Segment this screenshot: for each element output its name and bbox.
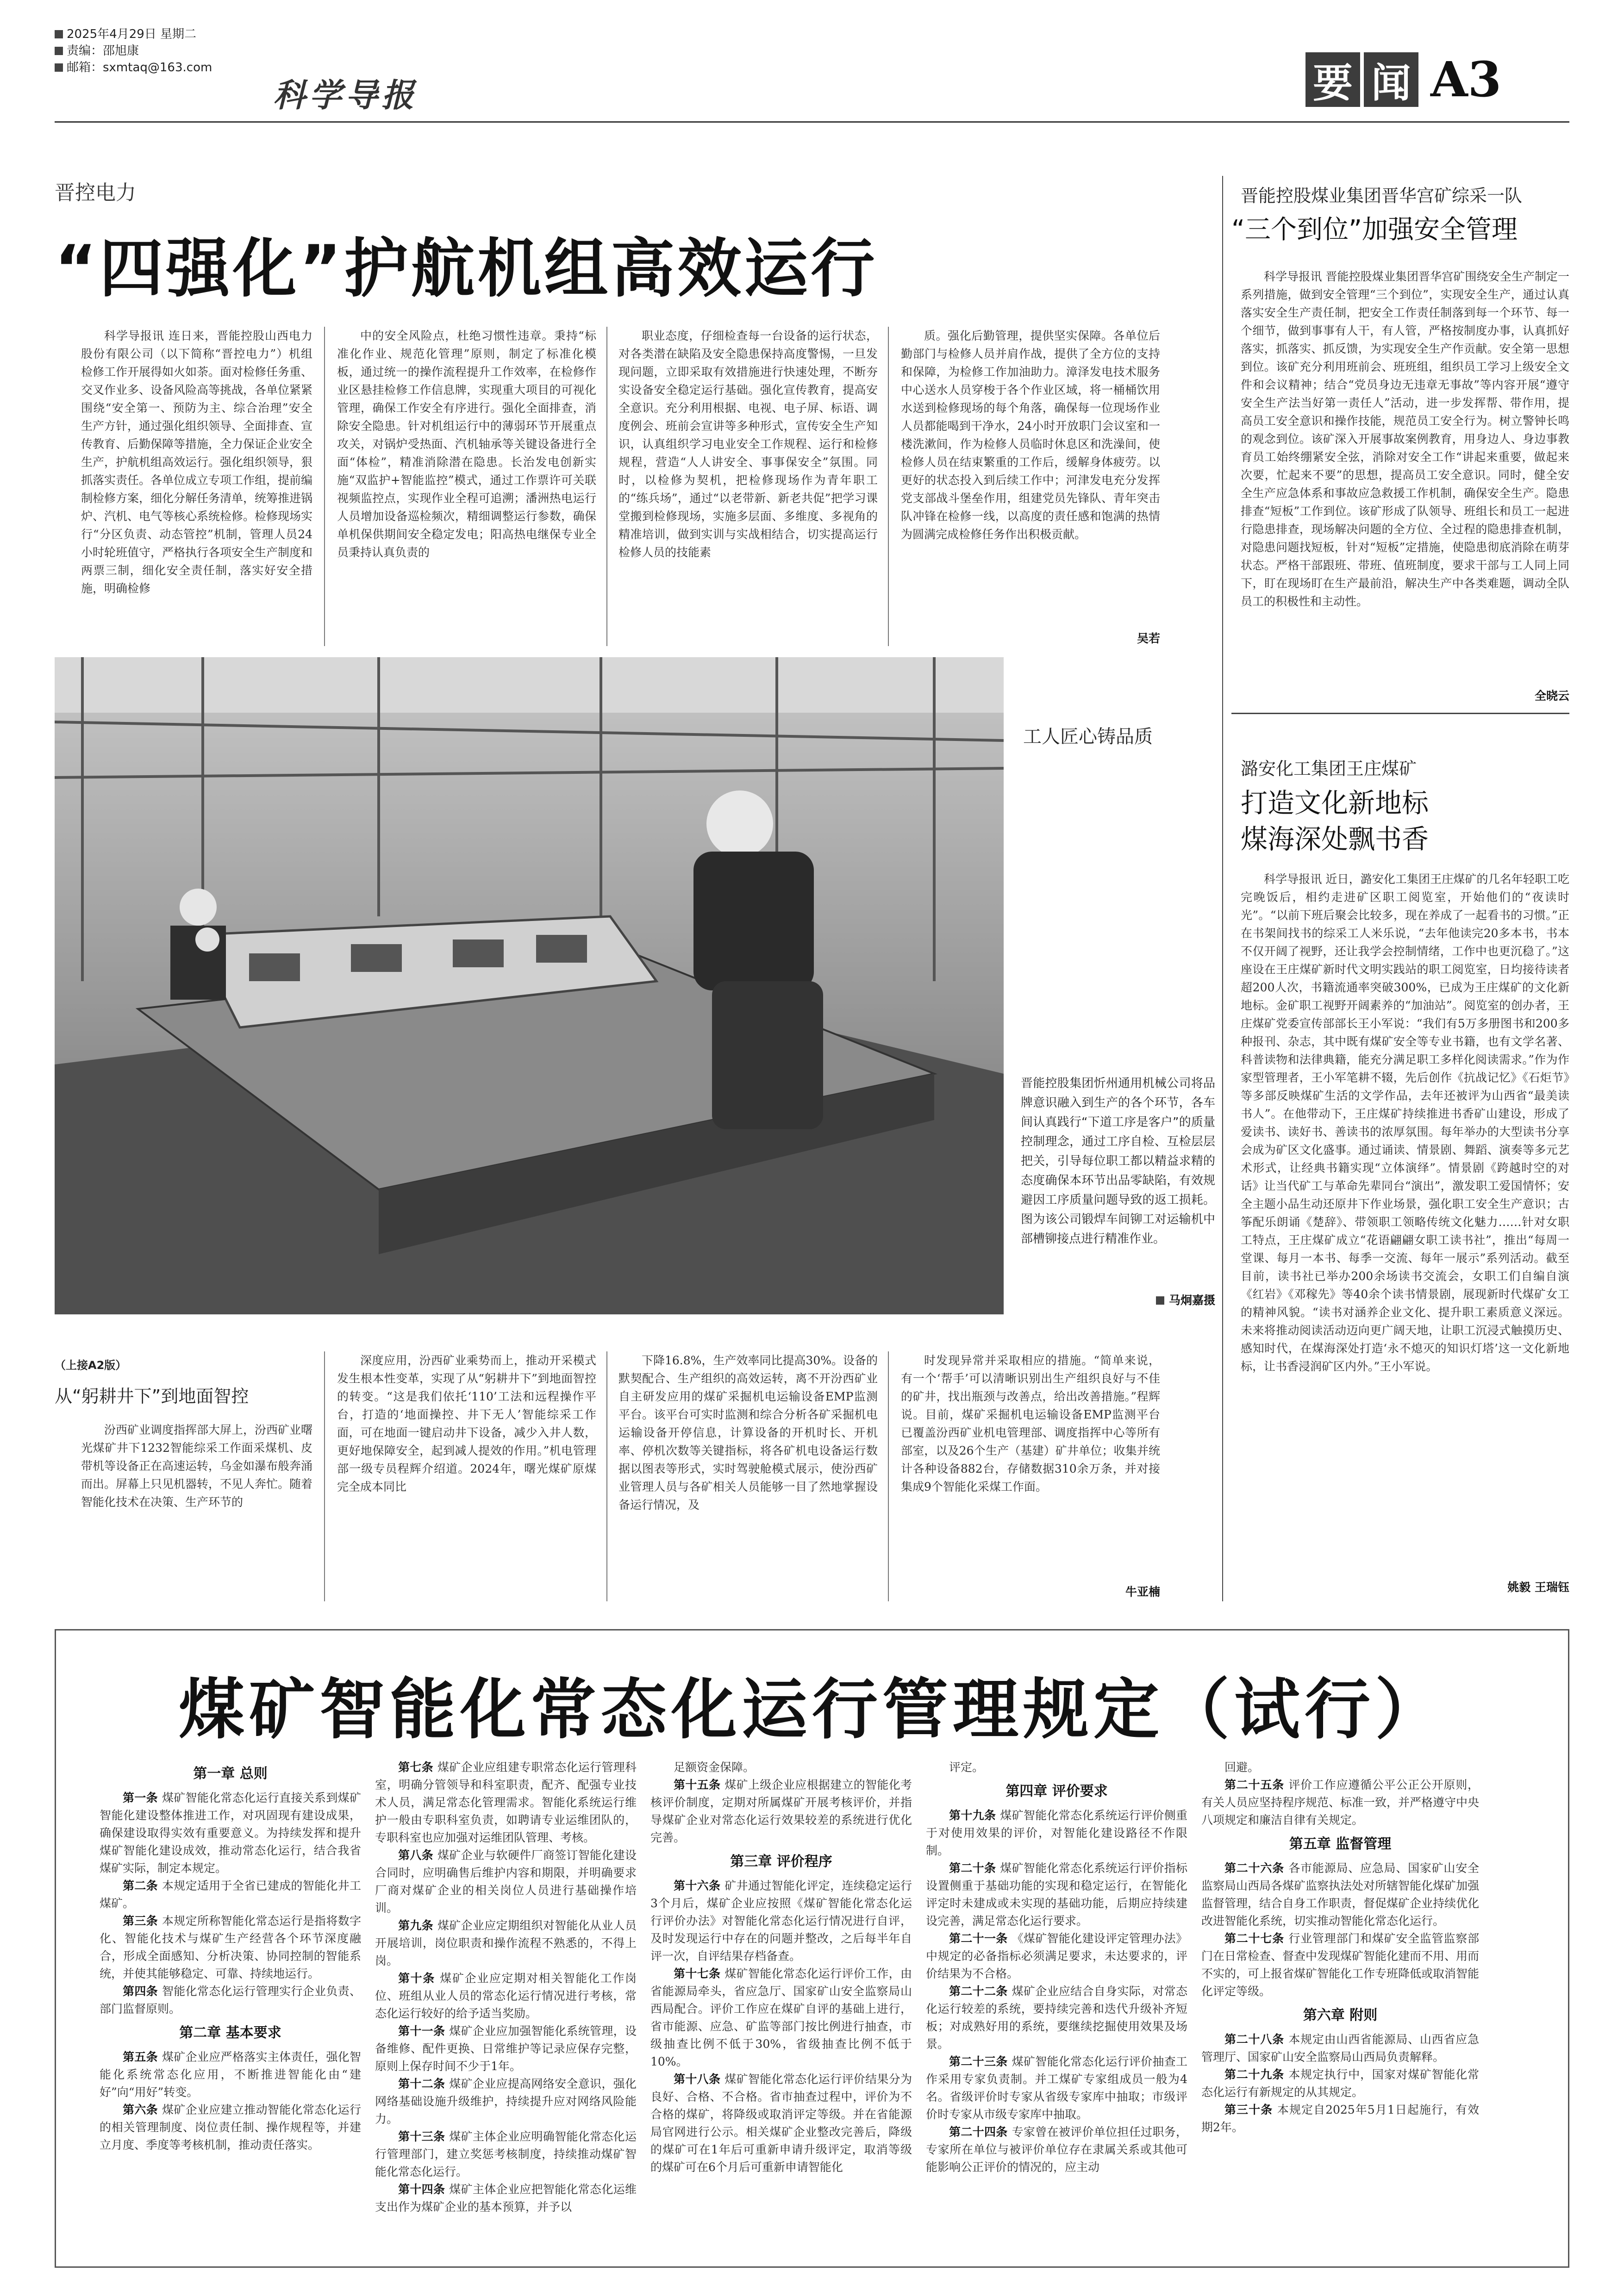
article-number: 第二十六条 bbox=[1224, 1861, 1289, 1875]
article-number: 第十一条 bbox=[398, 2024, 450, 2038]
regulation-article bbox=[100, 2101, 361, 2154]
section-char-1: 要 bbox=[1305, 52, 1360, 107]
regulation-article bbox=[100, 1789, 361, 1877]
photo-caption bbox=[1021, 1074, 1215, 1287]
right-mid-body-text: 科学导报讯 近日，潞安化工集团王庄煤矿的几名年轻职工吃完晚饭后，相约走进矿区职工阅览室，开始他们的“夜读时光”。“以前下班后聚会比较多，现在养成了一起看书的习惯。”正在书架间找书的综采工人米乐说，“去年他读完20多本书，书本不仅开阔了视野，还让我学会控制情绪，工作中也更沉稳了。”这座设在王庄煤矿新时代文明实践站的职工阅览室，日均接待读者超200人次，书籍流通率突破300%，已成为王庄煤矿的文化新地标。金矿职工视野开阔素养的“加油站”。阅览室的创办者，王庄煤矿党委宣传部部长王小军说：“我们有5万多册图书和200多种报刊、杂志，其中既有煤矿安全等专业书籍，也有文学名著、科普读物和法律典籍，能充分满足职工多样化阅读需求。”作为作家型管理者，王小军笔耕不辍，先后创作《抗战记忆》《石炬节》等多部反映煤矿生活的文学作品，去年还被评为山西省“最美读书人”。在他带动下，王庄煤矿持续推进书香矿山建设，形成了爱读书、读好书、善读书的浓厚氛围。每年举办的大型读书分享会成为矿区文化盛事。通过诵读、情景剧、舞蹈、演奏等多元艺术形式，让经典书籍实现“立体演绎”。情景剧《跨越时空的对话》让当代矿工与革命先辈同台“演出”，激发职工爱国情怀；安全主题小品生动还原井下作业场景，强化职工安全生产意识；古筝配乐朗诵《楚辞》、带领职工领略传统文化魅力……针对女职工特点，王庄煤矿成立“花语翩翩女职工读书社”，推出“每周一堂课、每月一本书、每季一交流、每年一展示”系列活动。截至目前，读书社已举办200余场读书交流会，女职工们自编自演《红岩》《邓稼先》等40余个读书情景剧，展现新时代煤矿女工的精神风貌。“读书对涵养企业文化、提升职工素质意义深远。未来将推动阅读活动迈向更广阔天地，让职工沉浸式触摸历史、感知时代，在煤海深处打造‘永不熄灭的知识灯塔’这一文化新地标，让书香浸润矿区内外。”王小军说。 bbox=[1241, 872, 1569, 1373]
regulation-article bbox=[650, 1776, 912, 1847]
article-number: 第十五条 bbox=[674, 1778, 725, 1792]
regulation-article bbox=[1201, 1759, 1479, 1776]
article-text: 本规定执行中，国家对煤矿智能化常态化运行有新规定的从其规定。 bbox=[1201, 2068, 1479, 2099]
article-number: 第五条 bbox=[123, 2050, 162, 2064]
newspaper-brand: 科学导报 bbox=[273, 76, 418, 114]
article-text: 本规定由山西省能源局、山西省应急管理厅、国家矿山安全监察局山西局负责解释。 bbox=[1201, 2033, 1479, 2064]
regulation-article bbox=[926, 1807, 1187, 1860]
article-text: 评价工作应遵循公平公正公开原则，有关人员应坚持程序规范、标准一致，并严格遵守中央八项规定和廉洁自律有关规定。 bbox=[1201, 1778, 1479, 1827]
right-top-headline: “三个到位”加强安全管理 bbox=[1231, 215, 1518, 245]
article-text: 煤矿智能化常态化运行评价结果分为良好、合格、不合格。省市抽查过程中，评价为不合格的煤矿，将降级或取消评定等级。并在省能源局官网进行公示。相关煤矿企业整改完善后，降级的煤矿可在1年后可重新申请升级评定，取消等级的煤矿可在6个月后可重新申请智能化 bbox=[650, 2072, 912, 2174]
photo-caption-text: 晋能控股集团忻州通用机械公司将品牌意识融入到生产的各个环节，各车间认真践行“下道工序是客户”的质量控制理念，通过工序自检、互检层层把关，引导每位职工都以精益求精的态度确保本环节出品零缺陷，有效规避因工序质量问题导致的返工损耗。图为该公司锻焊车间铆工对运输机中部槽铆接点进行精准作业。 bbox=[1021, 1076, 1215, 1246]
article-number: 第六条 bbox=[123, 2103, 162, 2116]
regulation-article bbox=[100, 1877, 361, 1912]
lead-col-3 bbox=[618, 327, 878, 646]
chapter-heading: 第二章 基本要求 bbox=[179, 2025, 281, 2041]
article-number: 第十六条 bbox=[674, 1879, 725, 1892]
regulation-article bbox=[375, 2075, 637, 2128]
article-number: 第二十八条 bbox=[1224, 2033, 1289, 2046]
right-column-divider bbox=[1222, 176, 1223, 1601]
article-number: 第二十七条 bbox=[1224, 1932, 1289, 1945]
article-text: 煤矿企业应组建专职常态化运行管理科室，明确分管领导和科室职责，配齐、配强专业技术人员，满足常态化管理需求。智能化系统运行维护一般由专职科室负责，如聘请专业运维团队的，专职科室也应加强对运维团队管理、考核。 bbox=[375, 1761, 637, 1844]
lead-col-3-text: 职业态度，仔细检查每一台设备的运行状态，对各类潜在缺陷及安全隐患保持高度警惕，一旦发现问题，立即采取有效措施进行快速处理，不断夯实设备安全稳定运行基础。强化宣传教育，提高安全意识。充分利用根据、电视、电子屏、标语、调度例会、班前会宣讲等多种形式，宣传安全生产知识，认真组织学习电业安全工作规程、运行和检修规程，营造“人人讲安全、事事保安全”氛围。同时，以检修为契机，把检修现场作为青年职工的“练兵场”，通过“以老带新、新老共促”把学习课堂搬到检修现场，实施多层面、多维度、多视角的精准培训，做到实训与实战相结合，切实提高运行检修人员的技能素 bbox=[618, 329, 878, 559]
article-number: 第十条 bbox=[398, 1972, 440, 1985]
regulation-article bbox=[375, 1970, 637, 2022]
col-divider bbox=[324, 327, 325, 646]
regulation-article bbox=[926, 1759, 1187, 1776]
email-line[interactable]: 邮箱：sxmtaq@163.com bbox=[55, 59, 249, 76]
right-top-kicker: 晋能控股煤业集团晋华宫矿综采一队 bbox=[1241, 186, 1523, 206]
lead-col-4-text: 质。强化后勤管理，提供坚实保障。各单位后勤部门与检修人员并肩作战，提供了全方位的支持和保障，为检修工作加油助力。漳泽发电技术服务中心送水人员穿梭于各个作业区域，将一桶桶饮用水送到检修现场的每个角落，确保每一位现场作业人员都能喝到干净水，24小时开放职门会议室和一楼洗漱间，作为检修人员临时休息区和洗澡间，使检修人员在结束繁重的工作后，缓解身体疲劳。以更好的状态投入到后续工作中；河津发电充分发挥党支部战斗堡垒作用，组建党员先锋队、青年突击队冲锋在检修一线，以高度的责任感和饱满的热情为圆满完成检修任务作出积极贡献。 bbox=[901, 329, 1160, 541]
workers-photo bbox=[55, 657, 1004, 1314]
regulation-title: 煤矿智能化常态化运行管理规定（试行） bbox=[179, 1672, 1445, 1748]
lead-kicker: 晋控电力 bbox=[55, 181, 136, 205]
article-number: 第九条 bbox=[398, 1919, 437, 1932]
article-number: 第二条 bbox=[123, 1879, 162, 1892]
continued-col-1-text: 汾西矿业调度指挥部大屏上，汾西矿业曙光煤矿井下1232智能综采工作面采煤机、皮带机等设备正在高速运转，乌金如瀑布般奔涌而出。屏幕上只见机器转，不见人奔忙。随着智能化技术在决策、生产环节的 bbox=[81, 1423, 312, 1509]
continued-col-3 bbox=[618, 1351, 878, 1601]
article-text: 评定。 bbox=[949, 1761, 984, 1774]
right-mid-author: 姚毅 王瑞钰 bbox=[1507, 1580, 1569, 1594]
header-rule bbox=[55, 121, 1569, 123]
section-label bbox=[1305, 51, 1501, 108]
col-divider bbox=[324, 1351, 325, 1601]
square-bullet-icon bbox=[55, 47, 63, 55]
lead-col-2-text: 中的安全风险点，杜绝习惯性违章。秉持“标准化作业、规范化管理”原则，制定了标准化模板，通过统一的操作流程提升工作效率，在检修作业区悬挂检修工作信息牌，实现重大项目的可视化管理，确保工作安全有序进行。强化全面排查，消除安全隐患。针对机组运行中的薄弱环节开展重点攻关，对锅炉受热面、汽机轴承等关键设备进行全面“体检”，精准消除潜在隐患。长治发电创新实施“双监护+智能监控”模式，通过工作票许可关联视频监控点，实现作业全程可追溯；潘洲热电运行人员增加设备巡检频次，精细调整运行参数，确保单机保供期间安全稳定发电；阳高热电继保专业全员秉持认真负责的 bbox=[337, 329, 596, 559]
article-text: 本规定适用于全省已建成的智能化井工煤矿。 bbox=[100, 1879, 361, 1910]
article-text: 煤矿企业应建立推动智能化常态化运行的相关管理制度、岗位责任制、操作规程等，并建立月度、季度等考核机制，推动责任落实。 bbox=[100, 2103, 361, 2152]
continued-note: （上接A2版） bbox=[55, 1359, 127, 1372]
regulation-article bbox=[375, 2128, 637, 2181]
chapter-heading: 第五章 监督管理 bbox=[1289, 1836, 1392, 1852]
editor-line: 责编：邵旭康 bbox=[55, 43, 249, 59]
article-number: 第七条 bbox=[398, 1761, 437, 1774]
photo-title: 工人匠心铸品质 bbox=[1023, 726, 1153, 747]
right-mid-headline-2: 煤海深处飘书香 bbox=[1241, 823, 1429, 855]
continued-title: 从“躬耕井下”到地面智控 bbox=[55, 1386, 249, 1406]
article-number: 第三十条 bbox=[1224, 2103, 1277, 2116]
photo-author-text: 马炯嘉摄 bbox=[1168, 1294, 1215, 1307]
col-divider bbox=[888, 327, 889, 646]
lead-col-2 bbox=[337, 327, 596, 646]
regulation-article bbox=[650, 2071, 912, 2176]
article-number: 第十七条 bbox=[674, 1967, 725, 1980]
article-text: 煤矿智能化常态化运行评价抽查工作采用专家负责制。并工煤矿专家组成员一般为4名。省级评价时专家从省级专家库中抽取；市级评价时专家从市级专家库中抽取。 bbox=[926, 2055, 1187, 2121]
article-text: 《煤矿智能化建设评定管理办法》中规定的必备指标必须满足要求，未达要求的，评价结果为不合格。 bbox=[926, 1932, 1187, 1980]
right-mid-kicker: 潞安化工集团王庄煤矿 bbox=[1241, 759, 1417, 779]
article-number: 第十八条 bbox=[674, 2072, 725, 2086]
article-text: 煤矿主体企业应把智能化常态化运维支出作为煤矿企业的基本预算，并予以 bbox=[375, 2183, 637, 2214]
regulation-article bbox=[375, 2022, 637, 2075]
regulation-article bbox=[100, 1912, 361, 1983]
article-text: 智能化常态化运行管理实行企业负责、部门监督原则。 bbox=[100, 1985, 361, 2016]
chapter-heading: 第一章 总则 bbox=[193, 1766, 268, 1782]
article-text: 煤矿智能化常态化系统运行评价侧重于对使用效果的评价，对智能化建设路径不作限制。 bbox=[926, 1809, 1187, 1857]
article-text: 煤矿上级企业应根据建立的智能化考核评价制度，定期对所属煤矿开展考核评价，并指导煤矿企业对常态化运行效果较差的系统进行优化完善。 bbox=[650, 1778, 912, 1844]
article-number: 第三条 bbox=[123, 1914, 162, 1928]
article-number: 第十九条 bbox=[949, 1809, 1000, 1822]
regulation-article bbox=[100, 1983, 361, 2018]
square-bullet-icon bbox=[55, 63, 63, 72]
regulation-article bbox=[650, 1759, 912, 1776]
regulation-article bbox=[375, 1759, 637, 1847]
right-mid-headline-1: 打造文化新地标 bbox=[1241, 787, 1429, 819]
lead-col-1 bbox=[81, 327, 312, 646]
regulation-col-1 bbox=[100, 1759, 361, 2249]
article-text: 煤矿企业应定期对相关智能化工作岗位、班组从业人员的常态化运行情况进行考核，常态化运行较好的给予适当奖励。 bbox=[375, 1972, 637, 2020]
col-divider bbox=[606, 327, 607, 646]
continued-col-2 bbox=[337, 1351, 596, 1601]
regulation-article bbox=[650, 1877, 912, 1965]
article-text: 煤矿智能化常态化系统运行评价指标设置侧重于基础功能的实现和稳定运行，在智能化评定时未建成或未实现的基础功能，后期应持续建设完善，满足常态化运行要求。 bbox=[926, 1861, 1187, 1928]
article-text: 行业管理部门和煤矿安全监管监察部门在日常检查、督查中发现煤矿智能化建而不用、用而不实的，可上报省煤矿智能化工作专班降低或取消智能化评定等级。 bbox=[1201, 1932, 1479, 1998]
photo-author bbox=[1021, 1291, 1215, 1308]
masthead-meta bbox=[55, 26, 249, 76]
continued-col-4 bbox=[901, 1351, 1160, 1583]
regulation-article bbox=[926, 1860, 1187, 1930]
section-char-2: 闻 bbox=[1364, 52, 1418, 107]
regulation-col-5 bbox=[1201, 1759, 1479, 2249]
article-number: 第二十三条 bbox=[949, 2055, 1012, 2068]
article-text: 足额资金保障。 bbox=[674, 1761, 755, 1774]
right-mid-body bbox=[1241, 870, 1569, 1564]
regulation-article bbox=[1201, 2031, 1479, 2066]
square-bullet-icon bbox=[55, 30, 63, 38]
article-number: 第二十一条 bbox=[949, 1932, 1012, 1945]
right-top-author: 全晓云 bbox=[1534, 689, 1569, 703]
article-number: 第二十五条 bbox=[1224, 1778, 1289, 1792]
regulation-article bbox=[1201, 2101, 1479, 2136]
square-bullet-icon bbox=[1156, 1296, 1164, 1305]
col-divider bbox=[606, 1351, 607, 1601]
article-text: 煤矿智能化常态化运行评价工作，由省能源局牵头，省应急厅、国家矿山安全监察局山西局配合。评价工作应在煤矿自评的基础上进行，省市能源、应急、矿监等部门按比例进行抽查，市级抽查比例不低于30%，省级抽查比例不低于10%。 bbox=[650, 1967, 912, 2068]
article-number: 第十二条 bbox=[398, 2077, 450, 2091]
article-text: 本规定自2025年5月1日起施行，有效期2年。 bbox=[1201, 2103, 1479, 2134]
chapter-heading: 第三章 评价程序 bbox=[730, 1854, 832, 1870]
regulation-article bbox=[1201, 1930, 1479, 2000]
article-number: 第二十四条 bbox=[949, 2125, 1012, 2139]
article-text: 煤矿企业应提高网络安全意识，强化网络基础设施升级维护，持续提升应对网络风险能力。 bbox=[375, 2077, 637, 2126]
continued-col-3-text: 下降16.8%，生产效率同比提高30%。设备的默契配合、生产组织的高效运转，离不开汾西矿业自主研发应用的煤矿采掘机电运输设备EMP监测平台。该平台可实时监测和综合分析各矿采掘机电运输设备开停信息，计算设备的开机时长、开机率、停机次数等关键指标，将各矿机电设备运行数据以图表等形式，实时驾驶舱模式展示，使汾西矿业管理人员与各矿相关人员能够一目了然地掌握设备运行情况，及 bbox=[618, 1354, 878, 1512]
regulation-article bbox=[926, 1930, 1187, 1983]
article-text: 煤矿智能化常态化运行直接关系到煤矿智能化建设整体推进工作，对巩固现有建设成果，确保建设取得实效有重要意义。为持续发挥和提升煤矿智能化建设成效，推动常态化运行，结合我省煤矿实际，制定本规定。 bbox=[100, 1791, 361, 1875]
article-text: 各市能源局、应急局、国家矿山安全监察局山西局各煤矿监察执法处对所辖智能化煤矿加强监督管理，结合自身工作职责，督促煤矿企业持续优化改进智能化系统，切实推动智能化常态化运行。 bbox=[1201, 1861, 1479, 1928]
article-text: 煤矿企业应定期组织对智能化从业人员开展培训，岗位职责和操作流程不熟悉的，不得上岗。 bbox=[375, 1919, 637, 1967]
regulation-article bbox=[375, 1847, 637, 1917]
continued-col-4-text: 时发现异常并采取相应的措施。“简单来说，有一个‘帮手’可以清晰识别出生产组织良好与不佳的矿井，找出瓶颈与改善点，给出改善措施。”程辉说。目前，煤矿采掘机电运输设备EMP监测平台已覆盖汾西矿业机电管理部、调度指挥中心等所有部室，以及26个生产（基建）矿井单位；收集并统计各种设备882台，存储数据310余万条，并对接集成9个智能化采煤工作面。 bbox=[901, 1354, 1160, 1493]
workshop-scene-image bbox=[55, 657, 1004, 1314]
continued-col-2-text: 深度应用，汾西矿业乘势而上，推动开采模式发生根本性变革，实现了从“躬耕井下”到地面智控的转变。“这是我们依托‘110’工法和远程操作平台，打造的‘地面操控、井下无人’智能综采工作面，可在地面一键启动井下设备，减少入井人数，更好地保障安全，起到减人提效的作用。”机电管理部一级专员程辉介绍道。2024年，曙光煤矿原煤完全成本同比 bbox=[337, 1354, 596, 1493]
continued-col-1 bbox=[81, 1421, 312, 1601]
regulation-article bbox=[100, 2048, 361, 2101]
lead-headline: “四强化”护航机组高效运行 bbox=[55, 231, 878, 306]
regulation-article bbox=[926, 2053, 1187, 2123]
regulation-article bbox=[650, 1965, 912, 2071]
right-top-body bbox=[1241, 268, 1569, 684]
article-text: 煤矿企业应严格落实主体责任，强化智能化系统常态化应用，不断推进智能化由“建好”向“用好”转变。 bbox=[100, 2050, 361, 2099]
article-text: 煤矿企业应加强智能化系统管理，设备维修、配件更换、日常维护等记录应保存完整，原则上保存时间不少于1年。 bbox=[375, 2024, 637, 2073]
article-number: 第二十条 bbox=[949, 1861, 1000, 1875]
article-number: 第二十九条 bbox=[1224, 2068, 1289, 2081]
article-text: 专家曾在被评价单位担任过职务，专家所在单位与被评价单位存在隶属关系或其他可能影响公正评价的情况的，应主动 bbox=[926, 2125, 1187, 2174]
regulation-article bbox=[375, 1917, 637, 1970]
regulation-col-2 bbox=[375, 1759, 637, 2249]
article-number: 第十三条 bbox=[398, 2130, 450, 2143]
lead-col-1-text: 科学导报讯 连日来，晋能控股山西电力股份有限公司（以下简称“晋控电力”）机组检修工作开展得如火如荼。面对检修任务重、交叉作业多、设备风险高等挑战，各单位紧紧围绕“安全第一、预防为主、综合治理”安全生产方针，通过强化组织领导、全面排查、宣传教育、后勤保障等措施，全力保证企业安全生产，护航机组高效运行。强化组织领导，狠抓落实责任。各单位成立专项工作组，提前编制检修方案，细化分解任务清单，统筹推进锅炉、汽机、电气等核心系统检修。检修现场实行“分区负责、动态管控”机制，管理人员24小时轮班值守，严格执行各项安全生产制度和两票三制，细化安全责任制，落实好安全措施，明确检修 bbox=[81, 329, 312, 595]
regulation-article bbox=[375, 2181, 637, 2216]
issue-date: 2025年4月29日 星期二 bbox=[55, 26, 249, 43]
regulation-col-3 bbox=[650, 1759, 912, 2249]
regulation-article bbox=[926, 2123, 1187, 2176]
article-text: 矿井通过智能化评定，连续稳定运行3个月后，煤矿企业应按照《煤矿智能化常态化运行评价办法》对智能化常态化运行情况进行自评，及时发现运行中存在的问题并整改，之后每半年自评一次，自评结果存档备查。 bbox=[650, 1879, 912, 1963]
page-number: A3 bbox=[1430, 51, 1502, 108]
article-number: 第四条 bbox=[123, 1985, 162, 1998]
lead-author: 吴若 bbox=[1137, 632, 1160, 645]
article-text: 煤矿企业应结合自身实际，对常态化运行较差的系统，要持续完善和迭代升级补齐短板；对成熟好用的系统，要继续挖掘使用效果及场景。 bbox=[926, 1985, 1187, 2051]
regulation-article bbox=[926, 1983, 1187, 2053]
lead-col-4 bbox=[901, 327, 1160, 628]
regulation-article bbox=[1201, 2066, 1479, 2101]
right-section-rule bbox=[1231, 713, 1569, 714]
article-text: 回避。 bbox=[1224, 1761, 1260, 1774]
regulation-article bbox=[1201, 1776, 1479, 1829]
right-top-body-text: 科学导报讯 晋能控股煤业集团晋华宫矿围绕安全生产制定一系列措施，做到安全管理“三个到位”，实现安全生产，通过认真落实安全生产责任制，把安全工作责任制落到每一个环节、每一个细节，做到事事有人干，有人管，严格按制度办事，认真抓好落实，抓落实、抓反馈，为实现安全生产作贡献。安全第一思想到位。该矿充分利用班前会、班班组，组织员工学习上级安全文件和会议精神；结合“党员身边无违章无事故”等内容开展“遵守安全生产法当好第一责任人”活动，进一步发挥帮、带作用，提高员工安全意识和操作技能，规范员工安全行为。树立警钟长鸣的观念到位。该矿深入开展事故案例教育，用身边人、身边事教育员工始终绷紧安全弦，消除对安全工作“讲起来重要，做起来次要，忙起来不要”的思想，提高员工安全意识。同时，健全安全生产应急体系和事故应急救援工作机制，确保安全生产。隐患排查“短板”工作到位。该矿形成了队领导、班组长和员工一起进行隐患排查，现场解决问题的全方位、全过程的隐患排查机制，对隐患问题找短板，针对“短板”定措施，使隐患彻底消除在萌芽状态。严格干部跟班、带班、值班制度，要求干部与工人同上同下，盯在现场盯在生产最前沿，解决生产中各类难题，调动全队员工的积极性和主动性。 bbox=[1241, 270, 1569, 608]
chapter-heading: 第四章 评价要求 bbox=[1006, 1783, 1108, 1799]
regulation-col-4 bbox=[926, 1759, 1187, 2249]
col-divider bbox=[888, 1351, 889, 1601]
right-mid-headline bbox=[1241, 785, 1429, 857]
article-text: 煤矿企业与软硬件厂商签订智能化建设合同时，应明确售后维护内容和期限，并明确要求厂商对煤矿企业的相关岗位人员进行基础操作培训。 bbox=[375, 1848, 637, 1915]
article-number: 第八条 bbox=[398, 1848, 437, 1862]
chapter-heading: 第六章 附则 bbox=[1303, 2007, 1378, 2023]
regulation-article bbox=[1201, 1860, 1479, 1930]
article-text: 煤矿主体企业应明确智能化常态化运行管理部门，建立奖惩考核制度，持续推动煤矿智能化常态化运行。 bbox=[375, 2130, 637, 2178]
article-text: 本规定所称智能化常态运行是指将数字化、智能化技术与煤矿生产经营各个环节深度融合，形成全面感知、分析决策、协同控制的智能系统，并使其能够稳定、可靠、持续地运行。 bbox=[100, 1914, 361, 1980]
article-number: 第十四条 bbox=[398, 2183, 450, 2196]
article-number: 第二十二条 bbox=[949, 1985, 1012, 1998]
continued-author: 牛亚楠 bbox=[1125, 1585, 1160, 1599]
article-number: 第一条 bbox=[123, 1791, 162, 1804]
